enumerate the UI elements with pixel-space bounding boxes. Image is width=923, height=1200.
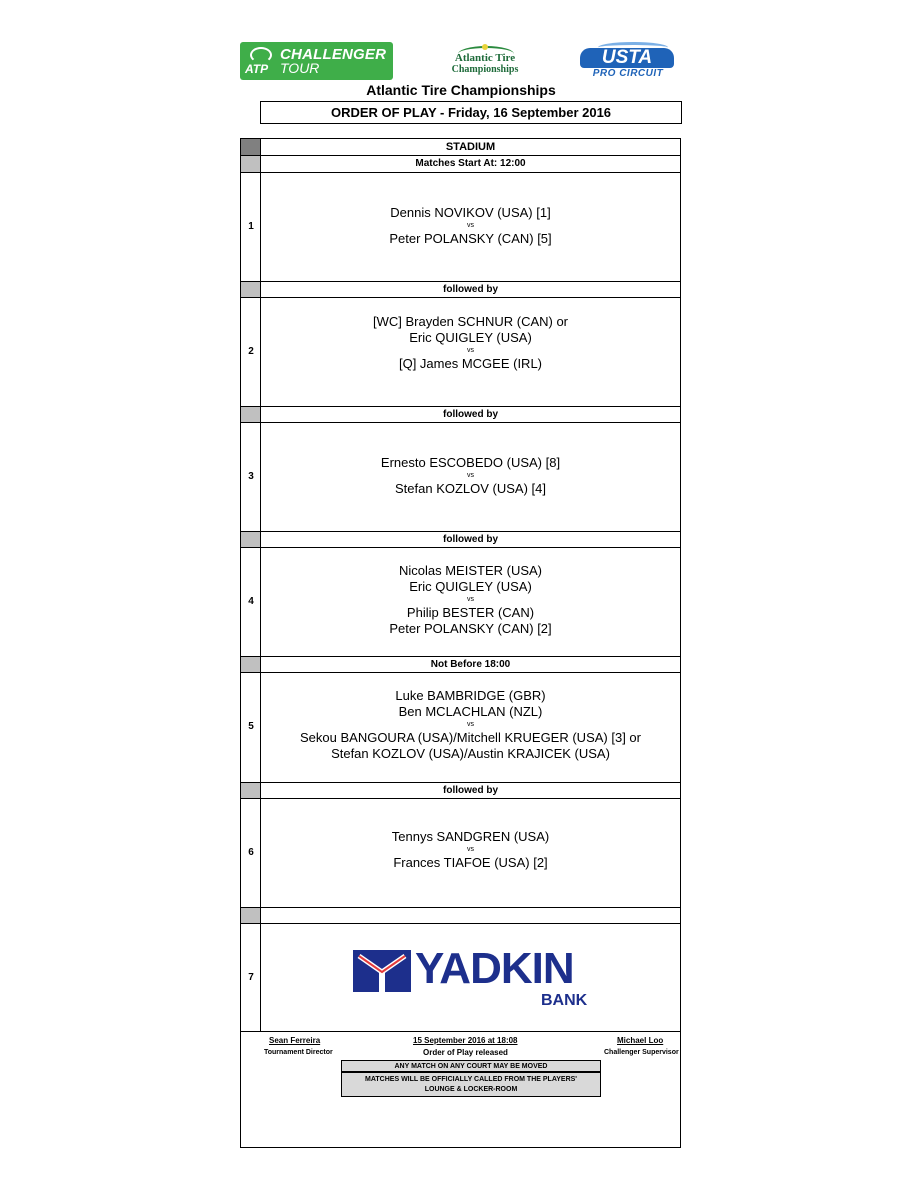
player-line: Eric QUIGLEY (USA): [409, 579, 532, 594]
match-row: [241, 173, 680, 282]
separator-row: [241, 407, 680, 423]
separator-text: followed by: [443, 284, 498, 295]
court-header-row: [241, 139, 680, 156]
vs-label: vs: [467, 347, 474, 354]
yadkin-bank-logo: [353, 946, 603, 1016]
separator-text: Not Before 18:00: [430, 659, 511, 670]
separator-row: [241, 783, 680, 799]
notice-called: MATCHES WILL BE OFFICIALLY CALLED FROM THE PLAYERS' LOUNGE & LOCKER-ROOM: [341, 1072, 601, 1097]
atc-logo-line2: Championships: [451, 64, 519, 75]
order-of-play-title: ORDER OF PLAY - Friday, 16 September 2016: [260, 101, 682, 124]
player-line: Sekou BANGOURA (USA)/Mitchell KRUEGER (USA) [3] or: [300, 730, 641, 745]
player-line: Frances TIAFOE (USA) [2]: [393, 855, 548, 870]
player-line: Dennis NOVIKOV (USA) [1]: [390, 205, 551, 220]
separator-text: [261, 908, 680, 923]
usta-pro-circuit-logo: [576, 42, 680, 84]
player-line: Tennys SANDGREN (USA): [391, 829, 550, 844]
match-row: [241, 799, 680, 908]
start-time: Matches Start At: 12:00: [415, 158, 526, 169]
separator-text: followed by: [443, 409, 498, 420]
player-line: Philip BESTER (CAN): [406, 605, 535, 620]
released-label: Order of Play released: [423, 1048, 508, 1057]
vs-label: vs: [467, 846, 474, 853]
player-line: Ernesto ESCOBEDO (USA) [8]: [380, 455, 561, 470]
match-row: [241, 423, 680, 532]
match-row: [241, 548, 680, 657]
match-number: 7: [248, 972, 254, 983]
player-line: Stefan KOZLOV (USA) [4]: [395, 481, 546, 496]
sponsor-row: [241, 924, 680, 1032]
separator-row: [241, 282, 680, 298]
pro-circuit-logo-text: PRO CIRCUIT: [592, 68, 664, 79]
match-number: 3: [248, 471, 254, 482]
challenger-tour-logo: [240, 42, 393, 80]
vs-label: vs: [467, 472, 474, 479]
director-role: Tournament Director: [264, 1049, 333, 1056]
supervisor-role: Challenger Supervisor: [604, 1049, 679, 1056]
player-line: [Q] James MCGEE (IRL): [398, 356, 543, 371]
match-players: [261, 205, 680, 247]
match-row: [241, 673, 680, 783]
match-row: [241, 298, 680, 407]
court-name: STADIUM: [445, 141, 496, 153]
usta-logo-text: USTA: [580, 48, 674, 68]
director-name: Sean Ferreira: [269, 1036, 321, 1045]
player-line: Peter POLANSKY (CAN) [5]: [389, 231, 552, 246]
match-players: [261, 455, 680, 497]
match-number: 4: [248, 596, 254, 607]
match-number: 5: [248, 721, 254, 732]
separator-text: followed by: [443, 534, 498, 545]
atlantic-tire-logo: [440, 44, 530, 78]
match-number: 2: [248, 346, 254, 357]
separator-row: [241, 532, 680, 548]
bank-wordmark: BANK: [541, 992, 588, 1009]
tennis-ball-icon: [250, 47, 272, 63]
separator-text: followed by: [443, 785, 498, 796]
released-time: 15 September 2016 at 18:08: [413, 1036, 518, 1045]
vs-label: vs: [467, 721, 474, 728]
player-line: Luke BAMBRIDGE (GBR): [395, 688, 546, 703]
match-number: 1: [248, 221, 254, 232]
schedule-grid: [240, 138, 681, 1148]
atp-logo-text: ATP: [245, 62, 269, 76]
player-line: [WC] Brayden SCHNUR (CAN) or: [372, 314, 569, 329]
separator-row: [241, 657, 680, 673]
start-time-row: [241, 156, 680, 173]
tennis-ball-icon: [482, 44, 488, 50]
separator-row: [241, 908, 680, 924]
match-players: [261, 563, 680, 637]
player-line: Nicolas MEISTER (USA): [398, 563, 543, 578]
challenger-logo-text: CHALLENGER: [280, 46, 387, 63]
vs-label: vs: [467, 222, 474, 229]
notice-moved: ANY MATCH ON ANY COURT MAY BE MOVED: [341, 1060, 601, 1072]
yadkin-y-icon: [353, 950, 411, 992]
tournament-title: Atlantic Tire Championships: [366, 82, 556, 98]
vs-label: vs: [467, 596, 474, 603]
player-line: Eric QUIGLEY (USA): [409, 330, 532, 345]
match-players: [261, 314, 680, 372]
player-line: Peter POLANSKY (CAN) [2]: [389, 621, 552, 636]
tour-logo-text: TOUR: [280, 60, 320, 76]
match-players: [261, 688, 680, 762]
yadkin-wordmark: YADKIN: [415, 944, 574, 993]
match-players: [261, 829, 680, 871]
player-line: Ben MCLACHLAN (NZL): [398, 704, 543, 719]
match-number: 6: [248, 847, 254, 858]
atc-logo-line1: Atlantic Tire: [454, 52, 516, 64]
supervisor-name: Michael Loo: [617, 1036, 664, 1045]
player-line: Stefan KOZLOV (USA)/Austin KRAJICEK (USA): [331, 746, 610, 761]
